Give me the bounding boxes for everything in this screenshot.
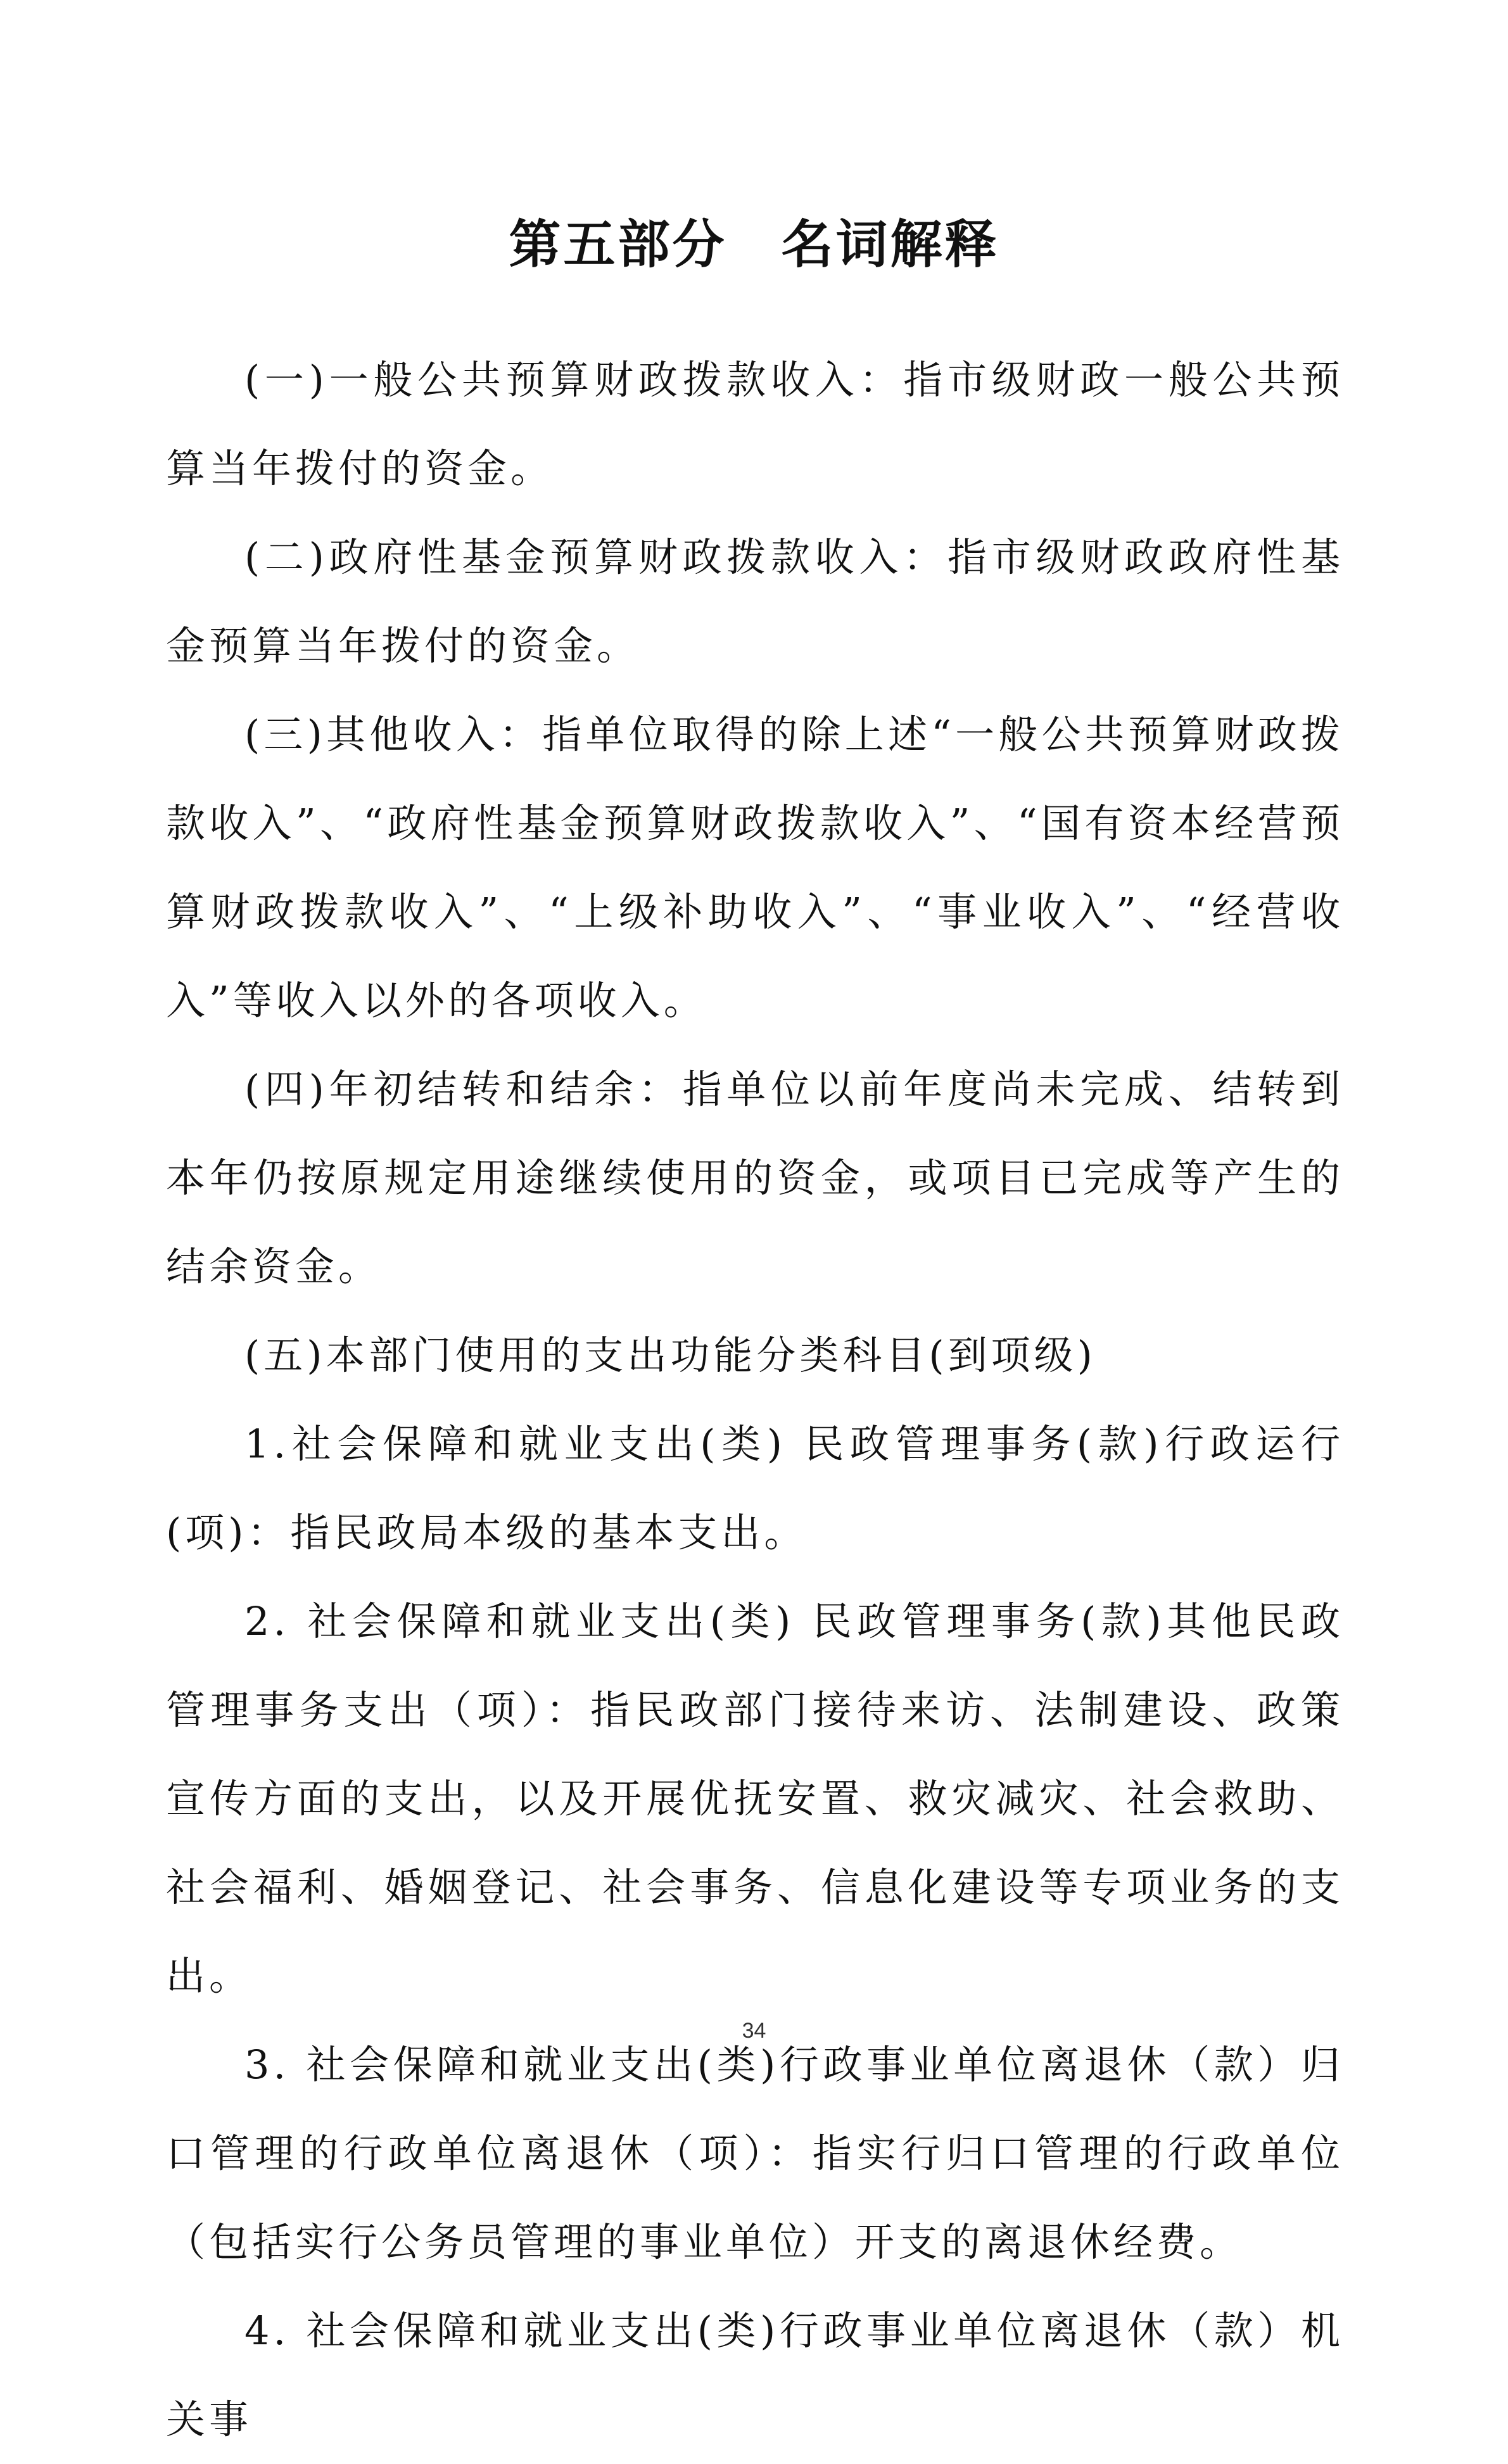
- page-number: 34: [742, 2019, 766, 2043]
- paragraph-carryover-balance: (四)年初结转和结余：指单位以前年度尚未完成、结转到本年仍按原规定用途继续使用的资金，或项目已完成等产生的结余资金。: [166, 1066, 1344, 1290]
- paragraph-item-3: 3. 社会保障和就业支出(类)行政事业单位离退休（款）归口管理的行政单位离退休（项）：指实行归口管理的行政单位（包括实行公务员管理的事业单位）开支的离退休经费。: [166, 2042, 1344, 2265]
- paragraph-item-1: 1.社会保障和就业支出(类) 民政管理事务(款)行政运行(项)：指民政局本级的基本支出。: [166, 1421, 1344, 1556]
- page-title: 第五部分 名词解释: [509, 215, 999, 275]
- paragraph-government-fund-income: (二)政府性基金预算财政拨款收入：指市级财政政府性基金预算当年拨付的资金。: [166, 534, 1344, 669]
- paragraph-other-income: (三)其他收入：指单位取得的除上述“一般公共预算财政拨款收入”、“政府性基金预算财政拨款收入”、“国有资本经营预算财政拨款收入”、“上级补助收入”、“事业收入”、“经营收入”等收入以外的各项收入。: [166, 711, 1344, 1024]
- paragraph-expenditure-subjects: (五)本部门使用的支出功能分类科目(到项级): [244, 1332, 1096, 1378]
- document-body: [166, 336, 1344, 2464]
- paragraph-general-budget-income: (一)一般公共预算财政拨款收入：指市级财政一般公共预算当年拨付的资金。: [166, 357, 1344, 492]
- paragraph-item-4: 4. 社会保障和就业支出(类)行政事业单位离退休（款）机关事: [166, 2308, 1344, 2442]
- paragraph-item-2: 2. 社会保障和就业支出(类) 民政管理事务(款)其他民政管理事务支出（项）：指民政部门接待来访、法制建设、政策宣传方面的支出，以及开展优抚安置、救灾减灾、社会救助、社会福利、婚姻登记、社会事务、信息化建设等专项业务的支出。: [166, 1598, 1344, 1999]
